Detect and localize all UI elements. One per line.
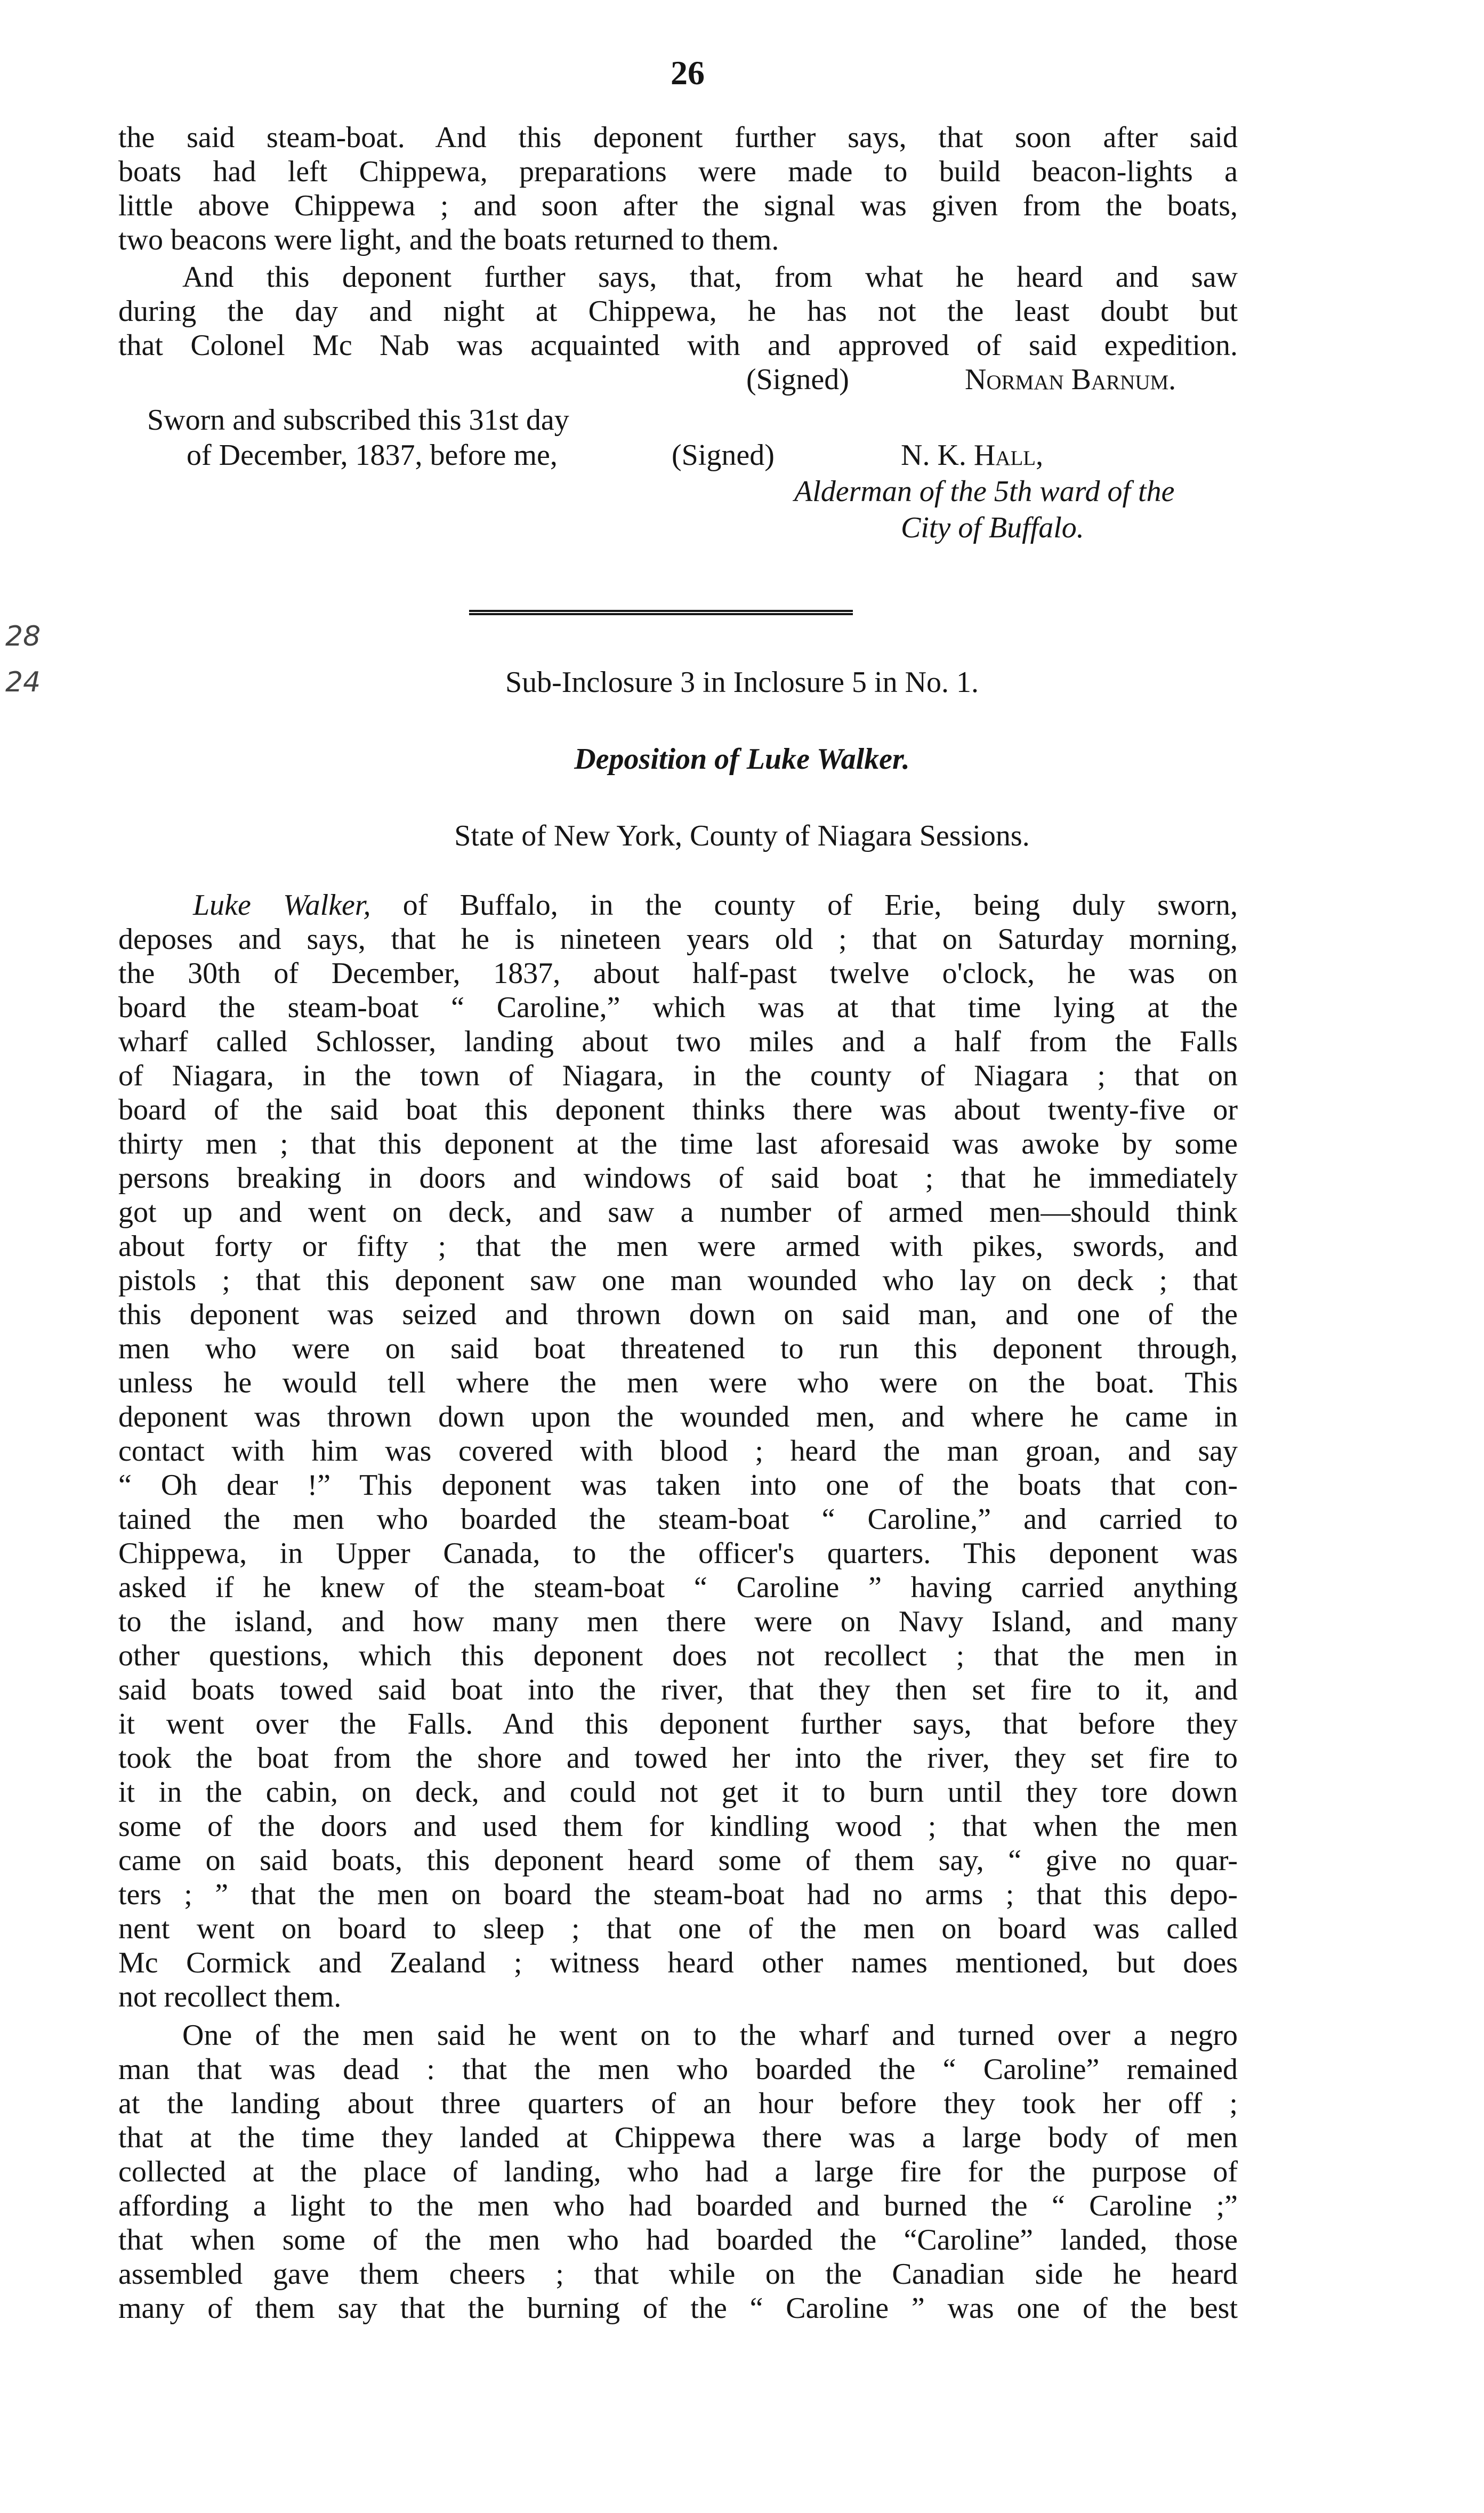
text-line: men who were on said boat threatened to run this deponent through, — [118, 1332, 1238, 1365]
text-line: One of the men said he went on to the wharf and turned over a negro — [182, 2019, 1238, 2052]
text-line: boats had left Chippewa, preparations were made to build beacon-lights a — [118, 155, 1238, 188]
text-line: And this deponent further says, that, from what he heard and saw — [182, 261, 1238, 294]
text-line: tained the men who boarded the steam-boat “ Caroline,” and carried to — [118, 1503, 1238, 1536]
text-line: assembled gave them cheers ; that while on the Canadian side he heard — [118, 2258, 1238, 2291]
text-line: other questions, which this deponent does not recollect ; that the men in — [118, 1639, 1238, 1672]
text-line: pistols ; that this deponent saw one man wounded who lay on deck ; that — [118, 1264, 1238, 1297]
text-line: during the day and night at Chippewa, he has not the least doubt but — [118, 295, 1238, 328]
signed-label: (Signed) — [672, 439, 775, 472]
text-line: contact with him was covered with blood ; heard the man groan, and say — [118, 1435, 1238, 1468]
text-line: that Colonel Mc Nab was acquainted with and approved of said expedition. — [118, 329, 1238, 362]
text-line: two beacons were light, and the boats returned to them. — [118, 223, 779, 256]
text-line: unless he would tell where the men were who were on the boat. This — [118, 1366, 1238, 1399]
text-line: Mc Cormick and Zealand ; witness heard other names mentioned, but does — [118, 1946, 1238, 1979]
text-line: Chippewa, in Upper Canada, to the officer's quarters. This deponent was — [118, 1537, 1238, 1570]
text-line: this deponent was seized and thrown down on said man, and one of the — [118, 1298, 1238, 1331]
text-line: collected at the place of landing, who had a large fire for the purpose of — [118, 2155, 1238, 2188]
text-line: the said steam-boat. And this deponent further says, that soon after said — [118, 121, 1238, 154]
alderman-title: City of Buffalo. — [901, 511, 1084, 544]
text-line: asked if he knew of the steam-boat “ Caroline ” having carried anything — [118, 1571, 1238, 1604]
alderman-title: Alderman of the 5th ward of the — [794, 475, 1175, 508]
text-line: some of the doors and used them for kindling wood ; that when the men — [118, 1810, 1238, 1843]
text-line: not recollect them. — [118, 1980, 342, 2013]
text-line: man that was dead : that the men who boarded the “ Caroline” remained — [118, 2053, 1238, 2086]
text-line: came on said boats, this deponent heard some of them say, “ give no quar- — [118, 1844, 1238, 1877]
text-line: Luke Walker, of Buffalo, in the county of Erie, being duly sworn, — [193, 889, 1238, 922]
text-line: of Niagara, in the town of Niagara, in the county of Niagara ; that on — [118, 1059, 1238, 1092]
margin-note: 24 — [5, 666, 41, 698]
text-line: at the landing about three quarters of an hour before they took her off ; — [118, 2087, 1238, 2120]
margin-note: 28 — [5, 621, 41, 653]
signed-label: (Signed) — [746, 363, 849, 396]
sworn-line: Sworn and subscribed this 31st day — [147, 404, 569, 437]
text-line: the 30th of December, 1837, about half-past twelve o'clock, he was on — [118, 957, 1238, 990]
text-line: that when some of the men who had boarded the “Caroline” landed, those — [118, 2224, 1238, 2257]
text-line: ters ; ” that the men on board the steam-boat had no arms ; that this depo- — [118, 1878, 1238, 1911]
text-line: wharf called Schlosser, landing about two miles and a half from the Falls — [118, 1025, 1238, 1058]
text-line: took the boat from the shore and towed her into the river, they set fire to — [118, 1742, 1238, 1775]
text-line: to the island, and how many men there were on Navy Island, and many — [118, 1605, 1238, 1638]
deposition-title: Deposition of Luke Walker. — [574, 743, 910, 776]
text-line: thirty men ; that this deponent at the time last aforesaid was awoke by some — [118, 1127, 1238, 1161]
signatory-name: Norman Barnum. — [965, 363, 1176, 396]
text-line: “ Oh dear !” This deponent was taken into one of the boats that con- — [118, 1469, 1238, 1502]
text-line: affording a light to the men who had boarded and burned the “ Caroline ;” — [118, 2189, 1238, 2222]
text-line: persons breaking in doors and windows of said boat ; that he immediately — [118, 1162, 1238, 1195]
venue-line: State of New York, County of Niagara Sessions. — [454, 819, 1030, 852]
text-line: little above Chippewa ; and soon after the signal was given from the boats, — [118, 189, 1238, 222]
text-line: it in the cabin, on deck, and could not get it to burn until they tore down — [118, 1776, 1238, 1809]
text-line: that at the time they landed at Chippewa there was a large body of men — [118, 2121, 1238, 2154]
text-line: deponent was thrown down upon the wounded men, and where he came in — [118, 1400, 1238, 1433]
text-line: it went over the Falls. And this deponent further says, that before they — [118, 1707, 1238, 1741]
deponent-name: Luke Walker, — [193, 889, 371, 922]
text-line: nent went on board to sleep ; that one of the men on board was called — [118, 1912, 1238, 1945]
text-line: about forty or fifty ; that the men were armed with pikes, swords, and — [118, 1230, 1238, 1263]
page-number: 26 — [671, 54, 705, 92]
sworn-line: of December, 1837, before me, — [187, 439, 558, 472]
text-line: board of the said boat this deponent thinks there was about twenty-five or — [118, 1093, 1238, 1126]
text-line: said boats towed said boat into the river, that they then set fire to it, and — [118, 1673, 1238, 1706]
section-rule — [469, 610, 853, 615]
text-line: got up and went on deck, and saw a number of armed men—should think — [118, 1196, 1238, 1229]
text-line: deposes and says, that he is nineteen years old ; that on Saturday morning, — [118, 923, 1238, 956]
alderman-name: N. K. Hall, — [901, 439, 1044, 472]
text-line: many of them say that the burning of the “ Caroline ” was one of the best — [118, 2292, 1238, 2325]
section-heading: Sub-Inclosure 3 in Inclosure 5 in No. 1. — [505, 666, 979, 699]
text-line: board the steam-boat “ Caroline,” which was at that time lying at the — [118, 991, 1238, 1024]
